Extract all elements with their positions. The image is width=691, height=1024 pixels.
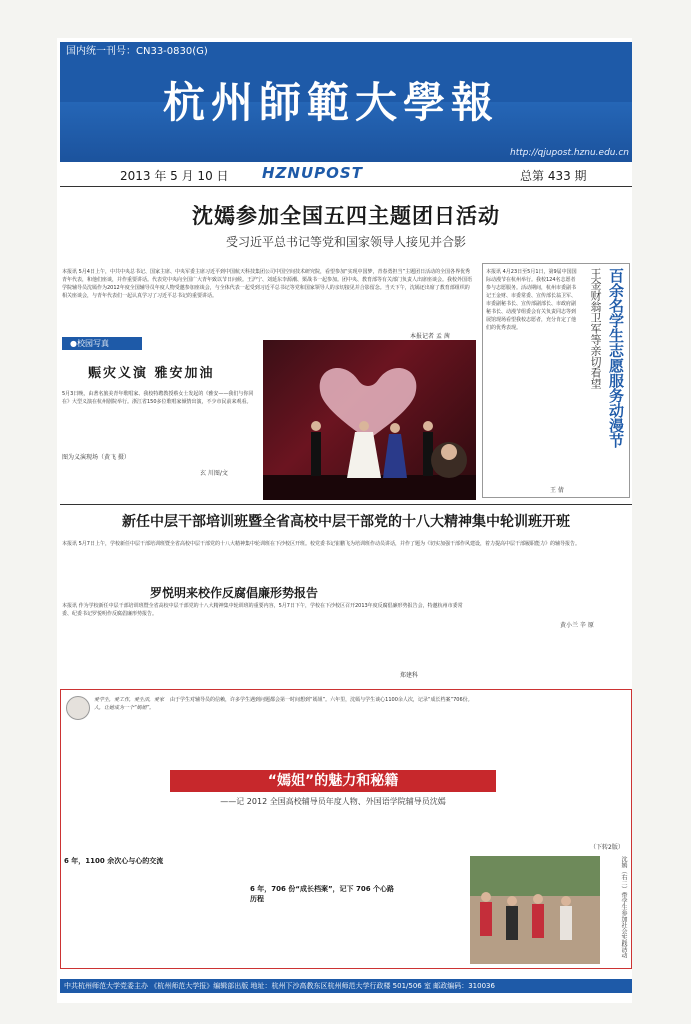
feature-subtitle: ——记 2012 全国高校辅导员年度人物、外国语学院辅导员沈嫣	[220, 797, 446, 806]
feature-photo-caption: 沈嫣（右二）带学生参加社会实践活动	[620, 856, 627, 958]
issue-date: 2013 年 5 月 10 日	[120, 169, 229, 183]
campus-body: 5月3日晚，由著名旅美青年歌唱家、我校特聘教授蔡女士发起的《雅安——我们与你同在》大型义演在杭州剧院举行。浙江省150多位歌唱家倾情出演，不少市民前来观看。	[62, 391, 254, 405]
sidebar-byline: 王 倩	[550, 487, 564, 494]
hznupost-logo: HZNUPOST	[262, 164, 363, 182]
training-headline: 新任中层干部培训班暨全省高校中层干部党的十八大精神集中轮训班开班	[122, 514, 570, 530]
newspaper-title: 杭州師範大學報	[162, 78, 499, 127]
footer: 中共杭州师范大学党委主办 《杭州师范大学报》编辑部出版 地址：杭州下沙高教东区杭州师范大学行政楼 501/506 室 邮政编码：310036	[60, 979, 632, 993]
section-tag: ●校园写真	[62, 337, 142, 350]
group-photo-illustration	[470, 856, 600, 964]
divider	[60, 504, 632, 505]
training-byline: 黄小兰 辛 原	[560, 622, 594, 629]
feature-intro: 爱学生，爱工作，爱生活，爱家人，让她成为一个“嫣姐”。	[94, 697, 165, 711]
divider	[60, 186, 632, 187]
issue-number: 总第 433 期	[520, 169, 587, 183]
anticorruption-byline: 郑建科	[400, 672, 419, 679]
training-body: 本报讯 5月7日上午，学校新任中层干部培训班暨全省高校中层干部党的十八大精神集中轮训班在下沙校区开班。校党委书记崔鹏飞为培训班作动员讲话，并作了题为《切实加强干部作风建设，着力提高中层干部履职能力》的辅导报告。	[62, 541, 580, 547]
campus-headline: 赈灾义演 雅安加油	[88, 366, 215, 381]
lead-headline: 沈嫣参加全国五四主题团日活动	[192, 204, 500, 228]
anticorruption-body: 本报讯 作为学校新任中层干部培训班暨全省高校中层干部党的十八大精神集中轮训班的重要内容，5月7日下午，学校在下沙校区召开2013年度反腐倡廉形势报告会，特邀杭州市委常委、纪委书记罗悦明作反腐倡廉形势报告。	[62, 603, 463, 617]
lead-byline: 本报记者 孟 茜	[410, 333, 450, 340]
feature-section1: 6 年，1100 余次心与心的交流	[64, 857, 164, 865]
unified-number: 国内统一刊号：CN33-0830(G)	[66, 46, 208, 57]
site-url[interactable]: http://qjupost.hznu.edu.cn	[510, 148, 629, 158]
lead-body: 本报讯 5月4日上午，中共中央总书记、国家主席、中央军委主席习近平到中国航天科技集团公司中国空间技术研究院，看望参加“实现中国梦，青春勇担当”主题团日活动的全国各界优秀青年代表，和他们座谈，并作重要讲话。代表党中央向全国广大青年致以节日问候。王沪宁、刘延东李源潮、栗战书一起参加。团中央、教育部等有关部门负责人出席座谈会。我校外国语学院辅导员沈嫣作为2012年度全国辅导员年度人物受邀参加座谈会，与全体代表一起受到习近平总书记等党和国家领导人的亲切接见并合影留念。当天下午，沈嫣还出席了教育部组织的相关座谈会，与青年代表们一起认真学习了习近平总书记的重要讲话。	[62, 269, 473, 299]
stage-illustration	[263, 340, 476, 500]
lead-subhead: 受习近平总书记等党和国家领导人接见并合影	[225, 235, 466, 249]
campus-caption: 图为义演现场（黄飞 摄）	[62, 454, 130, 461]
feature-body: 由于学生对辅导员的信赖，许多学生遇到问题都会第一时间想到“嫣姐”。六年里，沈嫣与学生谈心1100余人次，记录“成长档案”706份。	[170, 697, 473, 703]
anticorruption-headline: 罗悦明来校作反腐倡廉形势报告	[150, 586, 319, 600]
feature-continue: （下转2版）	[590, 844, 624, 851]
feature-section2: 6 年，706 份“成长档案”，记下 706 个心路历程	[250, 885, 395, 903]
avatar	[66, 696, 90, 720]
sidebar-title: 百余名学生志愿服务动漫节	[607, 268, 625, 448]
sidebar-body: 本报讯 4月23日至5月1日，第9届中国国际动漫节在杭州举行。我校124名志愿者参与志愿服务。活动期间，杭州市委副书记王金财、市委常委、宣传部长翁卫军、市委副秘书长、宣传部副部长、市政府副秘书长、动漫节组委会有关负责同志等到展馆现场看望我校志愿者，充分肯定了他们的优秀表现。	[486, 269, 577, 331]
concert-photo	[263, 340, 476, 500]
campus-credit: 玄 川图/文	[200, 470, 228, 477]
feature-title: “嫣姐”的魅力和秘籍	[170, 770, 496, 792]
feature-photo	[470, 856, 600, 964]
sidebar-subtitle: 王金财翁卫军等亲切看望	[589, 268, 602, 389]
